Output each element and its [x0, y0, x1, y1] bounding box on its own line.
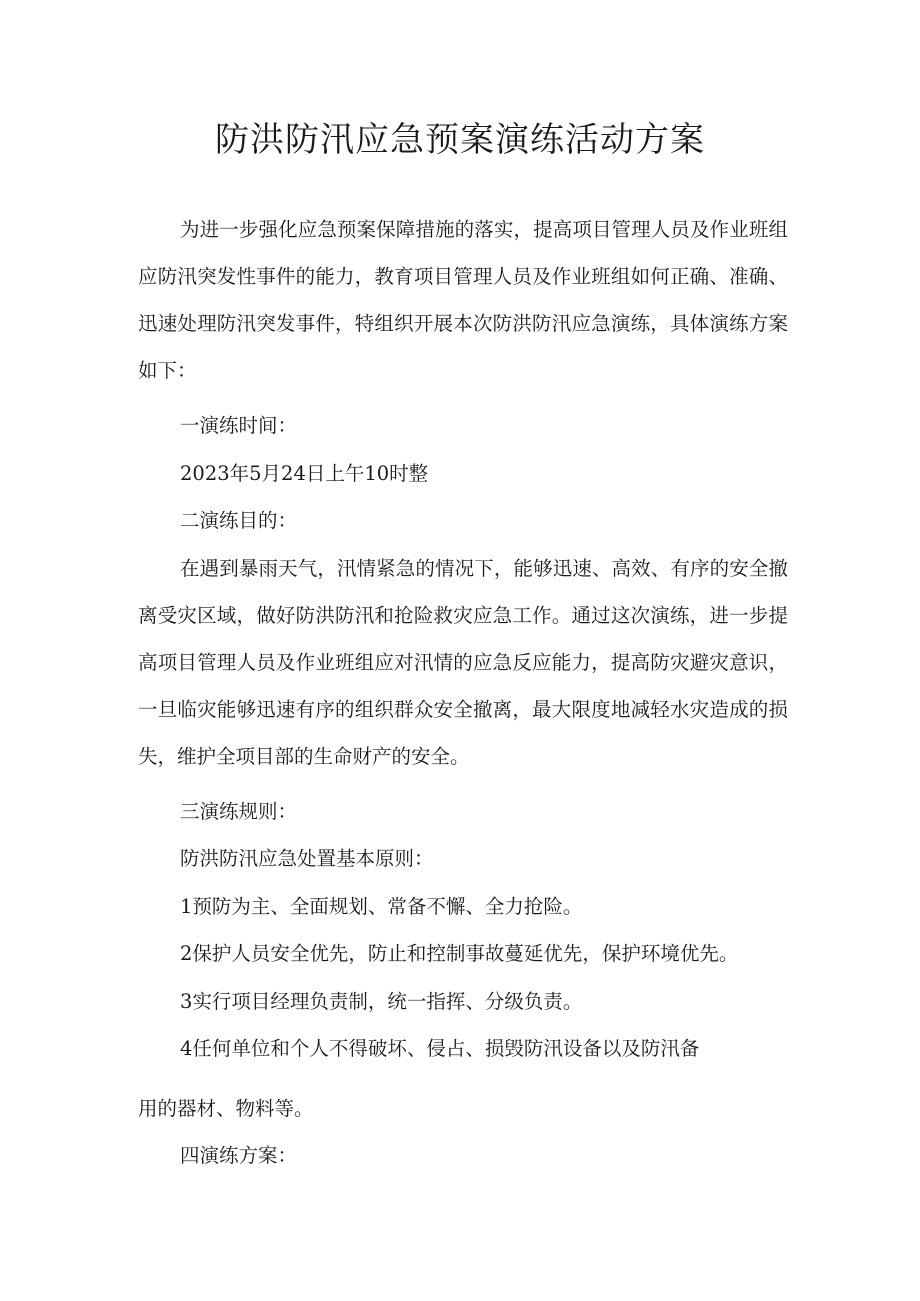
section2-heading: 二演练目的： — [180, 509, 298, 532]
section3-principles-heading: 防洪防汛应急处置基本原则： — [180, 847, 434, 870]
section1-body: 2023年5月24日上午10时整 — [180, 462, 429, 485]
principle-1: 1预防为主、全面规划、常备不懈、全力抢险。 — [180, 895, 583, 918]
principle-3: 3实行项目经理负责制，统一指挥、分级负责。 — [180, 990, 583, 1013]
principle-4-line2: 用的器材、物料等。 — [138, 1097, 314, 1120]
section4-heading: 四演练方案： — [180, 1144, 298, 1167]
principle-4-line1: 4任何单位和个人不得破坏、侵占、损毁防汛设备以及防汛备 — [180, 1037, 700, 1060]
section2-body: 在遇到暴雨天气，汛情紧急的情况下，能够迅速、高效、有序的安全撤离受灾区域，做好防洪防汛和抢险救灾应急工作。通过这次演练，进一步提高项目管理人员及作业班组应对汛情的应急反应能力，提高防灾避灾意识，一旦临灾能够迅速有序的组织群众安全撤离，最大限度地减轻水灾造成的损失，维护全项目部的生命财产的安全。 — [138, 557, 788, 768]
section1-heading: 一演练时间： — [180, 414, 298, 437]
document-title: 防洪防汛应急预案演练活动方案 — [215, 120, 705, 160]
intro-paragraph: 为进一步强化应急预案保障措施的落实，提高项目管理人员及作业班组应防汛突发性事件的能力，教育项目管理人员及作业班组如何正确、准确、迅速处理防汛突发事件，特组织开展本次防洪防汛应急演练，具体演练方案如下： — [138, 218, 788, 382]
principle-2: 2保护人员安全优先，防止和控制事故蔓延优先，保护环境优先。 — [180, 942, 739, 965]
section3-heading: 三演练规则： — [180, 800, 298, 823]
